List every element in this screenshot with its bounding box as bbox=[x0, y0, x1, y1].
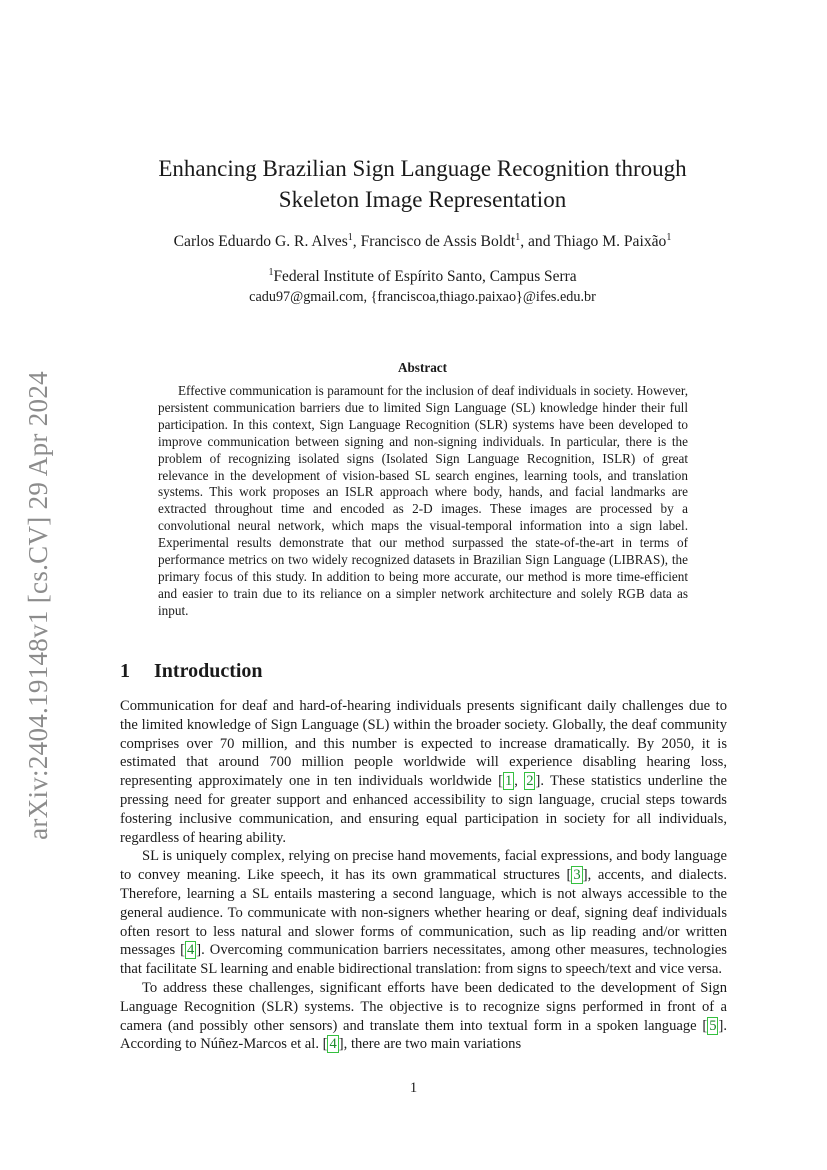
author-1-affil-mark: 1 bbox=[347, 231, 353, 243]
affiliation bbox=[100, 267, 745, 287]
author-2: Francisco de Assis Boldt bbox=[360, 233, 516, 250]
abstract-text: Effective communication is paramount for the inclusion of deaf individuals in society. However, persistent communication barriers due to limited Sign Language (SL) knowledge hinder their full participation. In this context, Sign Language Recognition (SLR) systems have been developed to improve communication between signing and non-signing individuals. In particular, there is the problem of recognizing isolated signs (Isolated Sign Language Recognition, ISLR) of great relevance in the development of vision-based SL search engines, learning tools, and translation systems. This work proposes an ISLR approach where body, hands, and facial landmarks are extracted throughout time and encoded as 2-D images. These images are processed by a convolutional neural network, which maps the visual-temporal information into a sign label. Experimental results demonstrate that our method surpassed the state-of-the-art in terms of performance metrics on two widely recognized datasets in Brazilian Sign Language (LIBRAS), the primary focus of this study. In addition to being more accurate, our method is more time-efficient and easier to train due to its reliance on a simpler network architecture and solely RGB data as input. bbox=[158, 383, 688, 618]
citation-link-4[interactable]: 4 bbox=[186, 942, 195, 959]
title-line-1: Enhancing Brazilian Sign Language Recognition through bbox=[158, 156, 687, 181]
author-separator-1: , bbox=[352, 233, 361, 250]
paragraph-3 bbox=[120, 979, 727, 1054]
arxiv-identifier-margin bbox=[22, 360, 54, 850]
section-title: Introduction bbox=[154, 660, 263, 682]
introduction-body bbox=[120, 697, 727, 1054]
paper-title bbox=[100, 153, 745, 215]
paragraph-3-text-b: ]. According to Núñez-Marcos et al. [ bbox=[120, 1017, 727, 1053]
affiliation-name: Federal Institute of Espírito Santo, Campus Serra bbox=[273, 268, 577, 285]
arxiv-identifier: arXiv:2404.19148v1 [cs.CV] 29 Apr 2024 bbox=[22, 370, 53, 840]
affiliation-mark: 1 bbox=[268, 266, 274, 278]
author-1: Carlos Eduardo G. R. Alves bbox=[173, 233, 348, 250]
page-number: 1 bbox=[409, 1080, 418, 1096]
paragraph-3-text-c: ], there are two main variations bbox=[338, 1036, 522, 1053]
abstract-heading: Abstract bbox=[397, 360, 448, 375]
paragraph-2-text-c: ]. Overcoming communication barriers necessitates, among other measures, technologies that facilitate SL learning and enable bidirectional translation: from signs to speech/text and vice versa. bbox=[120, 942, 727, 978]
author-list bbox=[100, 231, 745, 253]
title-line-2: Skeleton Image Representation bbox=[278, 187, 567, 212]
author-3: Thiago M. Paixão bbox=[554, 233, 667, 250]
section-number: 1 bbox=[120, 660, 130, 682]
paragraph-1 bbox=[120, 697, 727, 847]
author-emails: cadu97@gmail.com, {franciscoa,thiago.paixao}@ifes.edu.br bbox=[249, 289, 596, 305]
paragraph-3-text-a: To address these challenges, significant efforts have been dedicated to the development of Sign Language Recognition (SLR) systems. The objective is to recognize signs performed in front of a camera (and possibly other sensors) and translate them into textual form in a spoken language [ bbox=[120, 979, 727, 1034]
author-separator-2: , and bbox=[520, 233, 555, 250]
author-2-affil-mark: 1 bbox=[515, 231, 521, 243]
citation-link-1[interactable]: 1 bbox=[504, 773, 513, 790]
citation-link-2[interactable]: 2 bbox=[526, 773, 534, 790]
citation-link-3[interactable]: 3 bbox=[573, 867, 581, 884]
paragraph-2 bbox=[120, 847, 727, 979]
paragraph-1-text-b: ]. These statistics underline the pressing need for greater support and enhanced accessibility to sign language, crucial steps towards fostering inclusive communication, and ensuring equal participation in society for all individuals, regardless of hearing ability. bbox=[120, 773, 727, 846]
citation-link-4b[interactable]: 4 bbox=[329, 1036, 337, 1053]
paragraph-2-text-b: ], accents, and dialects. Therefore, learning a SL entails mastering a second language, which is not always accessible to the general audience. To communicate with non-signers whether hearing or deaf, signing deaf individuals often resort to less natural and slower forms of communication, such as lip reading and/or written messages [ bbox=[120, 867, 727, 959]
paragraph-2-text-a: SL is uniquely complex, relying on precise hand movements, facial expressions, and body language to convey meaning. Like speech, it has its own grammatical structures [ bbox=[120, 848, 727, 884]
citation-separator: , bbox=[514, 773, 525, 790]
author-3-affil-mark: 1 bbox=[666, 231, 672, 243]
paragraph-1-text-a: Communication for deaf and hard-of-hearing individuals presents significant daily challenges due to the limited knowledge of Sign Language (SL) within the broader society. Globally, the deaf community comprises over 70 million, and this number is expected to increase dramatically. By 2050, it is estimated that around 700 million people worldwide will experience disabling hearing loss, representing approximately one in ten individuals worldwide [ bbox=[120, 698, 727, 790]
section-heading-introduction bbox=[120, 658, 263, 684]
citation-link-5[interactable]: 5 bbox=[709, 1017, 717, 1034]
